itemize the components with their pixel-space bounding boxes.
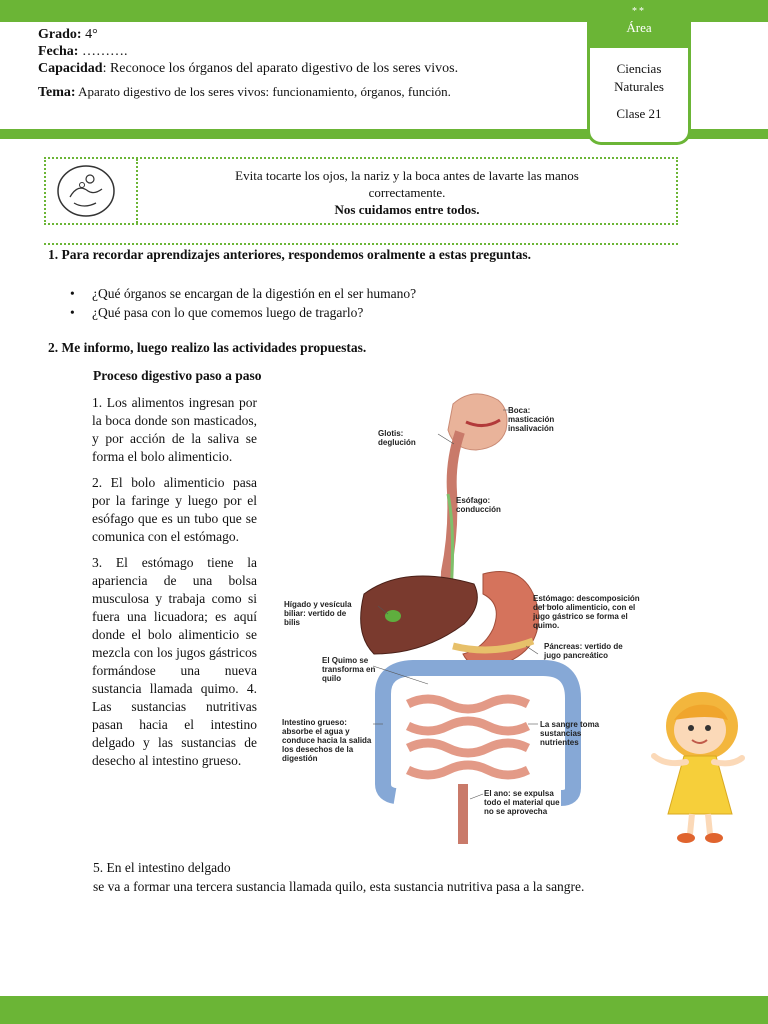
step-paragraph: 3. El estómago tiene la apariencia de una bolsa musculosa y trabaja como si fuera una licuadora; es aquí donde el bolo alimenticio se mezcla con los jugos gástricos formándose una nueva sustancia llamada quimo. 4. Las sustancias nutritivas pasan hacia el intestino delgado y las sustancias de desecho al intestino grueso. [92, 555, 257, 768]
label-estomago: Estómago: descomposición del bolo alimenticio, con el jugo gástrico se forma el quimo. [533, 594, 640, 630]
dotted-separator [44, 243, 678, 245]
bottom-green-bar [0, 996, 768, 1024]
notice-icon-cell [46, 159, 138, 223]
area-header [590, 0, 688, 48]
label-intestino-grueso: Intestino grueso: absorbe el agua y conduce hacia la salida los desechos de la digestión [282, 718, 372, 763]
area-title: Área [626, 20, 652, 35]
notice-line-2: correctamente. [368, 185, 446, 200]
step-5 [93, 858, 693, 896]
hand-washing-icon [46, 159, 136, 223]
label-esofago: Esófago: conducción [456, 496, 501, 514]
process-steps [92, 394, 257, 778]
notice-line-3: Nos cuidamos entre todos. [334, 202, 480, 217]
girl-illustration [640, 686, 750, 846]
section-2-title: 2. Me informo, luego realizo las actividades propuestas. [48, 340, 367, 355]
label-pancreas: Páncreas: vertido de jugo pancreático [544, 642, 623, 660]
area-box [587, 0, 691, 145]
label-sangre: La sangre toma sustancias nutrientes [540, 720, 600, 747]
label-boca: Boca: masticación insalivación [508, 406, 555, 433]
notice-box [44, 157, 678, 225]
grade-line: Grado: 4° [38, 27, 98, 42]
label-quimo: El Quimo se transforma en quilo [322, 656, 376, 683]
area-stars: ** [632, 6, 646, 17]
section-1-title: 1. Para recordar aprendizajes anteriores, respondemos oralmente a estas preguntas. [48, 247, 531, 262]
step-paragraph: 1. Los alimentos ingresan por la boca donde son masticados, y por acción de la saliva se forma el bolo alimenticio. [92, 395, 257, 464]
topic-line: Tema: Aparato digestivo de los seres vivos: funcionamiento, órganos, función. [38, 84, 451, 100]
label-glotis: Glotis: deglución [378, 429, 416, 447]
subject-line-1: Ciencias [616, 61, 662, 76]
label-higado: Hígado y vesícula biliar: vertido de bilis [284, 600, 352, 627]
notice-text [138, 167, 676, 218]
area-subject [590, 60, 688, 96]
subject-line-2: Naturales [614, 79, 664, 94]
girl-character-icon [640, 686, 750, 846]
class-number: Clase 21 [616, 106, 662, 121]
list-item: • ¿Qué órganos se encargan de la digestión en el ser humano? [70, 284, 416, 303]
digestive-system-diagram [278, 384, 658, 854]
list-item: • ¿Qué pasa con lo que comemos luego de tragarlo? [70, 303, 416, 322]
step-paragraph: 2. El bolo alimenticio pasa por la faringe y luego por el esófago que es un tubo que se comunica con el estómago. [92, 475, 257, 544]
questions-list [70, 284, 416, 322]
label-ano: El ano: se expulsa todo el material que no se aprovecha [484, 789, 560, 816]
step-5-line-2: se va a formar una tercera sustancia llamada quilo, esta sustancia nutritiva pasa a la sangre. [93, 879, 585, 894]
step-5-line-1: 5. En el intestino delgado [93, 860, 231, 875]
process-title: Proceso digestivo paso a paso [93, 368, 262, 383]
header-info [38, 26, 578, 101]
notice-line-1: Evita tocarte los ojos, la nariz y la boca antes de lavarte las manos [235, 168, 579, 183]
date-line: Fecha: ………. [38, 44, 128, 59]
capacity-line: Capacidad: Reconoce los órganos del aparato digestivo de los seres vivos. [38, 61, 459, 76]
